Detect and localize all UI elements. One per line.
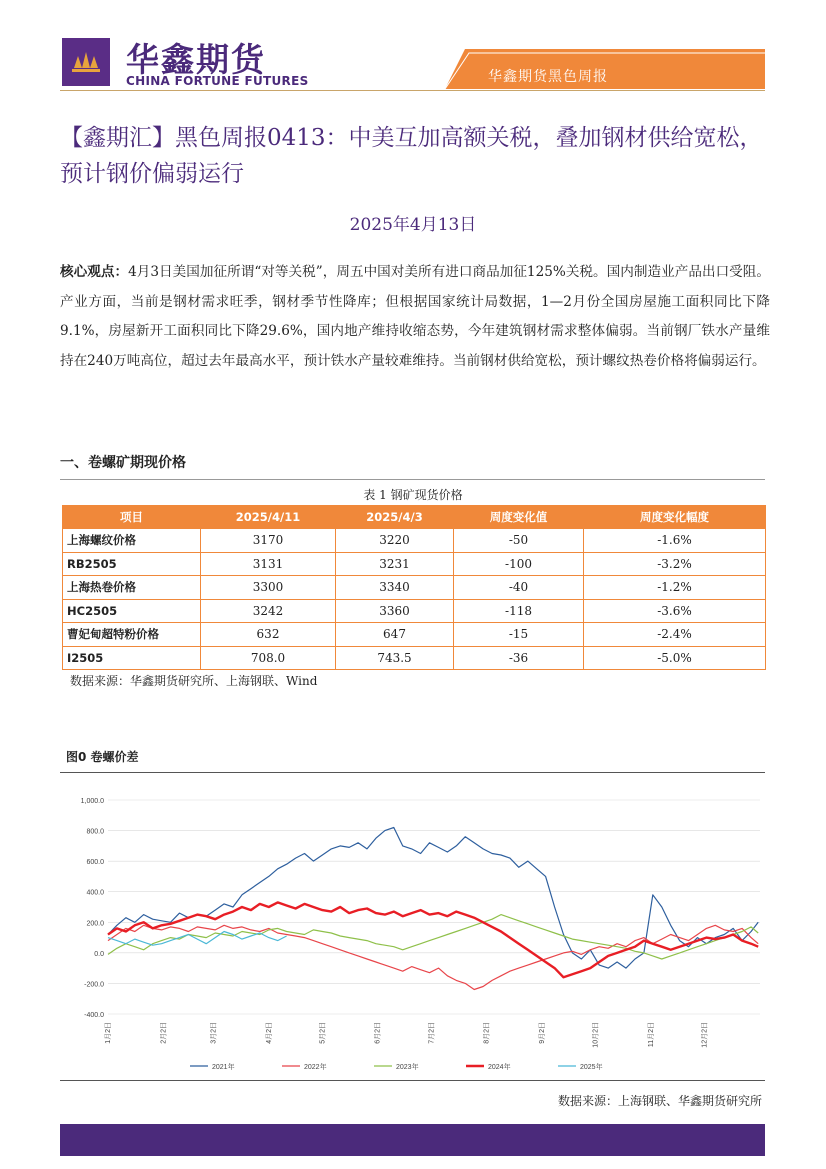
figure-title: 图0 卷螺价差 xyxy=(66,750,139,764)
table-header-cell: 2025/4/11 xyxy=(201,506,336,529)
table-cell: 3170 xyxy=(201,529,336,553)
y-tick-label: 600.0 xyxy=(86,859,104,867)
footer-bar xyxy=(60,1124,765,1156)
x-tick-label: 8月2日 xyxy=(483,1022,491,1044)
table-cell: 3131 xyxy=(201,552,336,576)
y-tick-label: 0.0 xyxy=(94,950,104,958)
table-cell: 3231 xyxy=(336,552,454,576)
table-row xyxy=(63,576,766,600)
table-cell: -5.0% xyxy=(584,646,766,670)
table-cell: -15 xyxy=(454,623,584,647)
y-tick-label: 200.0 xyxy=(86,920,104,928)
table-row xyxy=(63,623,766,647)
table-header-row xyxy=(63,506,766,529)
legend-label: 2023年 xyxy=(396,1064,419,1071)
y-tick-label: 800.0 xyxy=(86,828,104,836)
core-view-label: 核心观点： xyxy=(60,264,129,280)
table-cell: 743.5 xyxy=(336,646,454,670)
table-cell: -2.4% xyxy=(584,623,766,647)
section-title: 一、卷螺矿期现价格 xyxy=(60,455,186,471)
y-tick-label: -400.0 xyxy=(84,1012,104,1019)
table-cell: 3300 xyxy=(201,576,336,600)
table-cell: HC2505 xyxy=(63,599,201,623)
x-tick-label: 9月2日 xyxy=(539,1022,547,1044)
table-header-cell: 周度变化值 xyxy=(454,506,584,529)
x-tick-label: 3月2日 xyxy=(210,1022,218,1044)
series-line-2023年 xyxy=(108,915,758,959)
x-tick-label: 6月2日 xyxy=(374,1022,382,1044)
logo-english-name: CHINA FORTUNE FUTURES xyxy=(126,74,309,88)
table-cell: 3242 xyxy=(201,599,336,623)
logo-flame-icon xyxy=(62,38,110,86)
table-cell: -1.6% xyxy=(584,529,766,553)
figure-bottom-rule xyxy=(60,1080,765,1081)
series-line-2022年 xyxy=(108,925,758,989)
header-section-label: 华鑫期货黑色周报 xyxy=(488,69,608,85)
table-cell: RB2505 xyxy=(63,552,201,576)
y-tick-label: 400.0 xyxy=(86,889,104,897)
spread-line-chart xyxy=(60,776,765,1080)
table-cell: 上海热卷价格 xyxy=(63,576,201,600)
table-cell: -40 xyxy=(454,576,584,600)
x-tick-label: 12月2日 xyxy=(701,1022,709,1048)
table-cell: -3.6% xyxy=(584,599,766,623)
report-title: 【鑫期汇】黑色周报0413：中美互加高额关税，叠加钢材供给宽松，预计钢价偏弱运行 xyxy=(60,125,763,187)
y-tick-label: 1,000.0 xyxy=(80,798,104,805)
table-cell: 708.0 xyxy=(201,646,336,670)
company-logo-mark xyxy=(62,38,110,86)
table-cell: -50 xyxy=(454,529,584,553)
table-cell: 3340 xyxy=(336,576,454,600)
table-cell: -118 xyxy=(454,599,584,623)
table-row xyxy=(63,552,766,576)
x-tick-label: 5月2日 xyxy=(319,1022,327,1044)
table-cell: 曹妃甸超特粉价格 xyxy=(63,623,201,647)
logo-chinese-name: 华鑫期货 xyxy=(126,40,266,79)
table-row xyxy=(63,599,766,623)
table-cell: 3220 xyxy=(336,529,454,553)
table-cell: 3360 xyxy=(336,599,454,623)
table-caption: 表 1 钢矿现货价格 xyxy=(363,488,463,502)
table-header-cell: 项目 xyxy=(63,506,201,529)
x-tick-label: 2月2日 xyxy=(160,1022,168,1044)
legend-label: 2024年 xyxy=(488,1064,511,1071)
table-row xyxy=(63,646,766,670)
legend-label: 2025年 xyxy=(580,1064,603,1071)
core-view-text: 4月3日美国加征所谓“对等关税”，周五中国对美所有进口商品加征125%关税。国内制造业产品出口受阻。产业方面，当前是钢材需求旺季，钢材季节性降库；但根据国家统计局数据，1—2月份全国房屋施工面积同比下降9.1%，房屋新开工面积同比下降29.6%，国内地产维持收缩态势，今年建筑钢材需求整体偏弱。当前钢厂铁水产量维持在240万吨高位，超过去年最高水平，预计铁水产量较难维持。当前钢材供给宽松，预计螺纹热卷价格将偏弱运行。 xyxy=(60,264,771,369)
legend-label: 2021年 xyxy=(212,1064,235,1071)
table-cell: -36 xyxy=(454,646,584,670)
y-tick-label: -200.0 xyxy=(84,981,104,989)
series-line-2025年 xyxy=(108,932,287,946)
x-tick-label: 10月2日 xyxy=(592,1022,600,1048)
x-tick-label: 1月2日 xyxy=(105,1022,112,1044)
table-cell: 632 xyxy=(201,623,336,647)
table-source-note: 数据来源：华鑫期货研究所、上海钢联、Wind xyxy=(70,674,318,688)
table-cell: -100 xyxy=(454,552,584,576)
figure-top-rule xyxy=(60,772,765,773)
figure-source-note: 数据来源：上海钢联、华鑫期货研究所 xyxy=(557,1094,762,1108)
section-divider xyxy=(60,479,765,480)
table-row xyxy=(63,529,766,553)
report-date: 2025年4月13日 xyxy=(349,215,477,235)
table-cell: I2505 xyxy=(63,646,201,670)
header-divider xyxy=(60,90,765,91)
table-cell: -1.2% xyxy=(584,576,766,600)
table-header-cell: 2025/4/3 xyxy=(336,506,454,529)
table-header-cell: 周度变化幅度 xyxy=(584,506,766,529)
table-cell: 647 xyxy=(336,623,454,647)
legend-label: 2022年 xyxy=(304,1064,327,1071)
x-tick-label: 4月2日 xyxy=(265,1022,273,1044)
x-tick-label: 11月2日 xyxy=(648,1022,656,1048)
table-cell: -3.2% xyxy=(584,552,766,576)
table-cell: 上海螺纹价格 xyxy=(63,529,201,553)
price-table xyxy=(62,505,766,670)
core-view-paragraph xyxy=(60,258,770,376)
x-tick-label: 7月2日 xyxy=(428,1022,436,1044)
